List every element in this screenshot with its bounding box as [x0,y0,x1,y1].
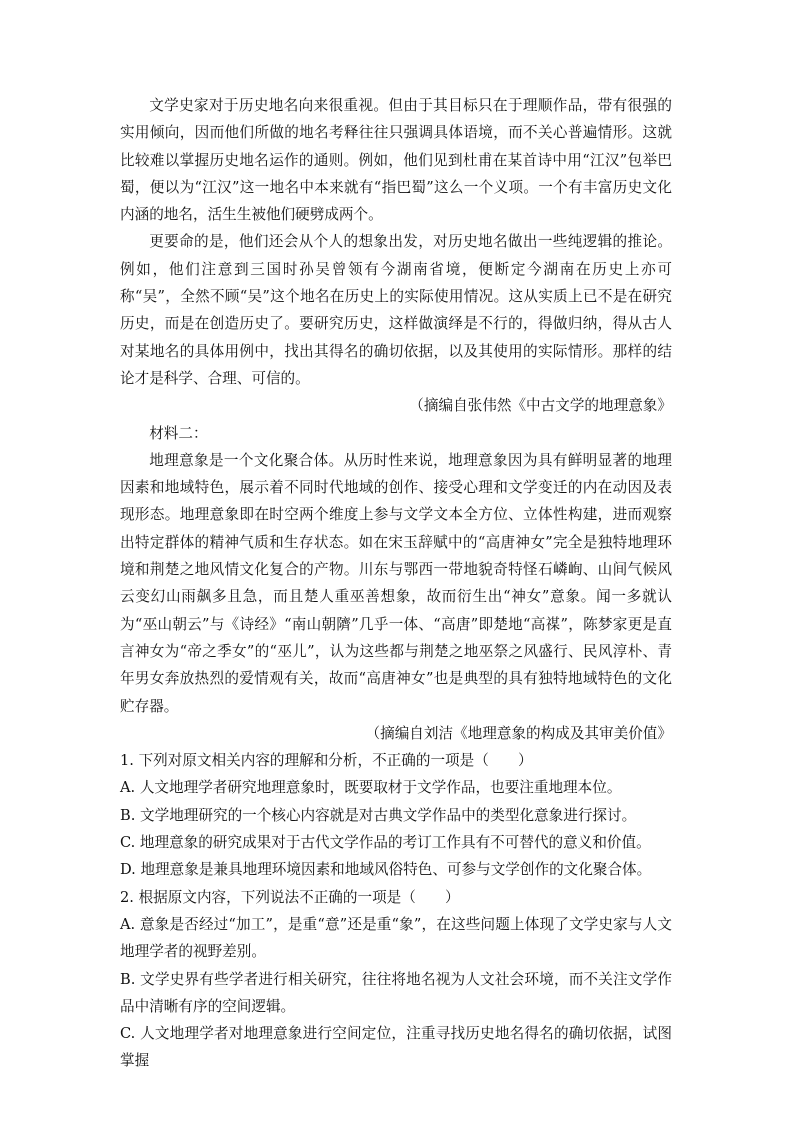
answer-option-c: C. 人文地理学者对地理意象进行空间定位，注重寻找历史地名得名的确切依据，试图掌握 [120,1025,672,1070]
question-1 [120,747,672,883]
material-two-paragraph-1: 地理意象是一个文化聚合体。从历时性来说，地理意象因为具有鲜明显著的地理因素和地域特色，展示着不同时代地域的创作、接受心理和文学变迁的内在动因及表现形态。地理意象即在时空两个维度上参与文学文本全方位、立体性构建，进而观察出特定群体的精神气质和生存状态。如在宋玉辞赋中的“高唐神女”完全是独特地理环境和荆楚之地风情文化复合的产物。川东与鄂西一带地貌奇特怪石嶙峋、山间气候风云变幻山雨飙多且急，而且楚人重巫善想象，故而衍生出“神女”意象。闻一多就认为“巫山朝云”与《诗经》“南山朝隮”几乎一体、“高唐”即楚地“高禖”，陈梦家更是直言神女为“帝之季女”的“巫儿”，认为这些都与荆楚之地巫祭之风盛行、民风淳朴、青年男女奔放热烈的爱情观有关，故而“高唐神女”也是典型的具有独特地域特色的文化贮存器。 [120,451,672,715]
question-stem: 1. 下列对原文相关内容的理解和分析，不正确的一项是（ ） [120,752,533,770]
answer-option-b: B. 文学史界有些学者进行相关研究，往往将地名视为人文社会环境，而不关注文学作品中清晰有序的空间逻辑。 [120,970,672,1015]
answer-option-a: A. 人文地理学者研究地理意象时，既要取材于文学作品，也要注重地理本位。 [120,779,622,797]
answer-option-d: D. 地理意象是兼具地理环境因素和地域风俗特色、可参与文学创作的文化聚合体。 [120,861,652,879]
question-2 [120,884,672,1075]
material-one-source: （摘编自张伟然《中古文学的地理意象》 [409,397,672,415]
answer-option-a: A. 意象是否经过“加工”，是重“意”还是重“象”，在这些问题上体现了文学史家与人文地理学者的视野差别。 [120,915,672,961]
answer-option-b: B. 文学地理研究的一个核心内容就是对古典文学作品中的类型化意象进行探讨。 [120,806,637,824]
material-two-label: 材料二： [149,424,208,442]
material-two-source: （摘编自刘洁《地理意象的构成及其审美价值》 [365,724,672,742]
document-page [120,92,672,1075]
answer-option-c: C. 地理意象的研究成果对于古代文学作品的考订工作具有不可替代的意义和价值。 [120,834,651,852]
material-one-paragraph-1: 文学史家对于历史地名向来很重视。但由于其目标只在于理顺作品，带有很强的实用倾向，因而他们所做的地名考释往往只强调具体语境，而不关心普遍情形。这就比较难以掌握历史地名运作的通则。例如，他们见到杜甫在某首诗中用“江汉”包举巴蜀，便以为“江汉”这一地名中本来就有“指巴蜀”这么一个义项。一个有丰富历史文化内涵的地名，活生生被他们硬劈成两个。 [120,97,672,224]
material-one-paragraph-2: 更要命的是，他们还会从个人的想象出发，对历史地名做出一些纯逻辑的推论。例如，他们注意到三国时孙吴曾领有今湖南省境，便断定今湖南在历史上亦可称“吴”，全然不顾“吴”这个地名在历史上的实际使用情况。这从实质上已不是在研究历史，而是在创造历史了。要研究历史，这样做演绎是不行的，得做归纳，得从古人对某地名的具体用例中，找出其得名的确切依据，以及其使用的实际情形。那样的结论才是科学、合理、可信的。 [120,233,672,387]
question-stem: 2. 根据原文内容，下列说法不正确的一项是（ ） [120,888,460,906]
